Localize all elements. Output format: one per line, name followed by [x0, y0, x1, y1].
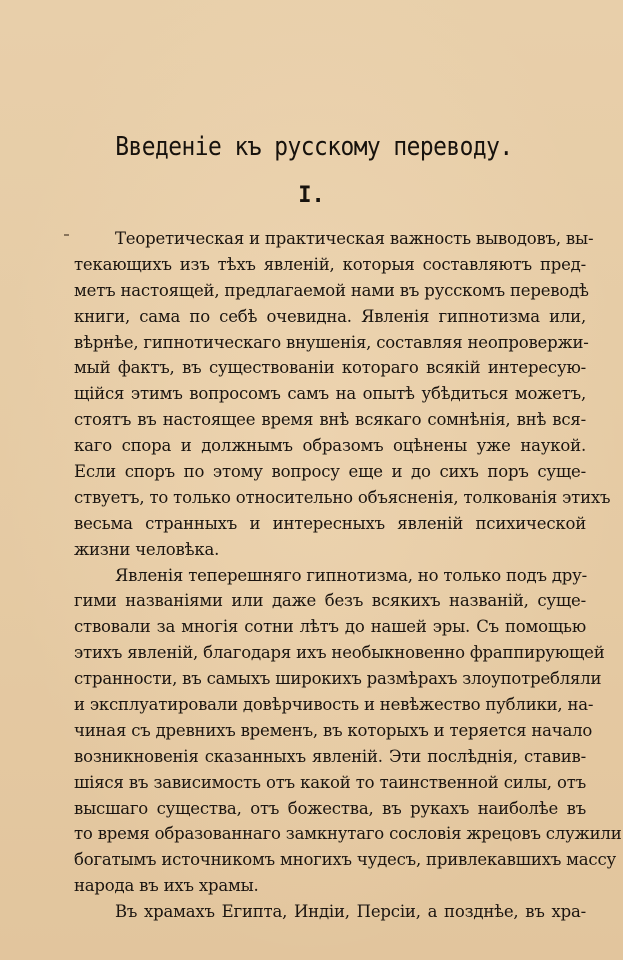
- text-line: каго спора и должнымъ образомъ оцѣнены уже наукой.: [74, 436, 586, 456]
- text-line: весьма странныхъ и интересныхъ явленій психической: [74, 513, 586, 533]
- text-line: возникновенія сказанныхъ явленій. Эти послѣднія, ставив-: [74, 746, 586, 766]
- text-line: и эксплуатировали довѣрчивость и невѣжество публики, на-: [74, 695, 594, 715]
- text-line: шіяся въ зависимость отъ какой то таинственной силы, отъ: [74, 772, 586, 792]
- text-line: гими названіями или даже безъ всякихъ названій, суще-: [74, 591, 586, 611]
- chapter-title: Введеніе къ русскому переводу.: [115, 132, 513, 162]
- text-line: чиная съ древнихъ временъ, въ которыхъ и теряется начало: [74, 720, 593, 740]
- text-line: стоятъ въ настоящее время внѣ всякаго сомнѣнія, внѣ вся-: [74, 410, 586, 430]
- text-line: ствуетъ, то только относительно объясненія, толкованія этихъ: [74, 487, 611, 507]
- text-line: Теоретическая и практическая важность выводовъ, вы-: [115, 229, 594, 248]
- text-line: жизни человѣка.: [74, 539, 220, 559]
- text-line: этихъ явленій, благодаря ихъ необыкновенно фраппирующей: [74, 643, 605, 663]
- text-line: мый фактъ, въ существованіи котораго всякій интересую-: [74, 358, 586, 378]
- text-line: народа въ ихъ храмы.: [74, 876, 259, 896]
- text-line: высшаго существа, отъ божества, въ рукахъ наиболѣе въ: [74, 798, 586, 818]
- text-line: богатымъ источникомъ многихъ чудесъ, привлекавшихъ массу: [74, 850, 617, 870]
- text-line: Если споръ по этому вопросу еще и до сихъ поръ суще-: [74, 462, 586, 482]
- section-number: I.: [298, 183, 325, 208]
- text-line: книги, сама по себѣ очевидна. Явленія гипнотизма или,: [74, 306, 586, 326]
- text-line: странности, въ самыхъ широкихъ размѣрахъ злоупотребляли: [74, 669, 602, 689]
- margin-mark: [64, 234, 69, 236]
- text-line: то время образованнаго замкнутаго сословія жрецовъ служили: [74, 824, 622, 844]
- body-text: [74, 226, 622, 925]
- text-line: метъ настоящей, предлагаемой нами въ русскомъ переводѣ: [74, 280, 589, 300]
- text-line: текающихъ изъ тѣхъ явленій, которыя составляютъ пред-: [74, 254, 586, 274]
- text-line: ствовали за многія сотни лѣтъ до нашей эры. Съ помощью: [74, 617, 586, 637]
- text-line: вѣрнѣе, гипнотическаго внушенія, составляя неопровержи-: [74, 332, 589, 352]
- text-line: Явленія теперешняго гипнотизма, но только подъ дру-: [115, 565, 588, 585]
- text-line: Въ храмахъ Египта, Индіи, Персіи, а позднѣе, въ хра-: [115, 902, 586, 922]
- text-line: щійся этимъ вопросомъ самъ на опытѣ убѣдиться можетъ,: [74, 384, 586, 404]
